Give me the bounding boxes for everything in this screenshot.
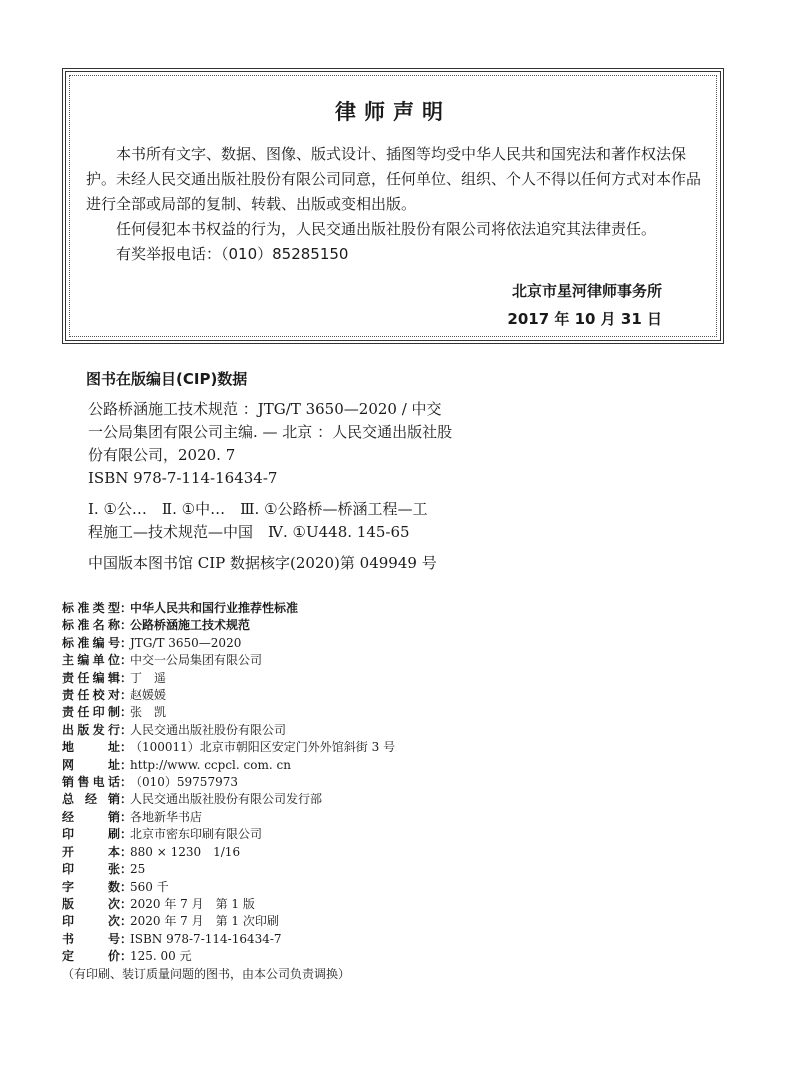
statement-paragraph: 有奖举报电话：（010）85285150 [116,245,349,263]
info-value: 人民交通出版社股份有限公司 [130,722,287,737]
info-label: 总 经 销 [62,792,120,807]
info-row: 印 刷 ： 北京市密东印刷有限公司 [62,826,662,843]
info-value: 各地新华书店 [130,809,203,824]
info-row: 版 次 ： 2020 年 7 月 第 1 版 [62,896,662,913]
info-row: 字 数 ： 560 千 [62,879,662,896]
info-row: 经 销 ： 各地新华书店 [62,809,662,826]
statement-paragraph: 任何侵犯本书权益的行为，人民交通出版社股份有限公司将依法追究其法律责任。 [116,220,657,238]
cip-heading: 图书在版编目(CIP)数据 [86,370,248,388]
statement-firm: 北京市星河律师事务所 [511,282,662,300]
info-value: http://www. ccpcl. com. cn [130,757,291,772]
info-label: 网 址 [62,757,120,772]
info-row: 责 任 编 辑 ： 丁 遥 [62,670,662,687]
info-label: 印 张 [62,862,120,877]
info-value: 2020 年 7 月 第 1 版 [130,896,255,911]
info-row: 印 张 ： 25 [62,861,662,878]
info-label: 印 刷 [62,827,120,842]
info-row: 定 价 ： 125. 00 元 [62,948,662,965]
info-row: 书 号 ： ISBN 978-7-114-16434-7 [62,931,662,948]
info-row: 标 准 名 称 ： 公路桥涵施工技术规范 [62,617,662,634]
statement-paragraph: 本书所有文字、数据、图像、版式设计、插图等均受中华人民共和国宪法和著作权法保护。未经人民交通出版社股份有限公司同意，任何单位、组织、个人不得以任何方式对本作品进行全部或局部的复制、转载、出版或变相出版。 [86,145,702,213]
info-label: 销 售 电 话 [62,775,120,790]
info-value: 公路桥涵施工技术规范 [130,618,251,633]
info-label: 开 本 [62,844,120,859]
info-label: 出 版 发 行 [62,722,120,737]
cip-line: 公路桥涵施工技术规范 ：JTG/T 3650—2020 / 中交 [88,400,442,418]
info-value: 中交一公局集团有限公司 [130,653,263,668]
info-value: 880 × 1230 1/16 [130,844,241,859]
info-label: 地 址 [62,740,120,755]
cip-line: ISBN 978-7-114-16434-7 [88,469,278,487]
info-value: ISBN 978-7-114-16434-7 [130,931,282,946]
info-value: JTG/T 3650—2020 [130,635,242,650]
info-value: 丁 遥 [130,670,167,685]
info-label: 印 次 [62,914,120,929]
info-value: （100011）北京市朝阳区安定门外外馆斜街 3 号 [130,740,396,755]
info-label: 标 准 编 号 [62,635,120,650]
info-row: 责 任 校 对 ： 赵媛媛 [62,687,662,704]
cip-class-line: Ⅰ. ①公… Ⅱ. ①中… Ⅲ. ①公路桥—桥涵工程—工 [88,500,428,518]
info-value: 2020 年 7 月 第 1 次印刷 [130,914,279,929]
info-row: 网 址 ： http://www. ccpcl. com. cn [62,757,662,774]
lawyer-statement-box [62,68,724,344]
info-value: 北京市密东印刷有限公司 [130,827,263,842]
info-label: 责 任 印 制 [62,705,120,720]
info-value: 25 [130,862,146,877]
cip-line: 份有限公司，2020. 7 [88,446,236,464]
info-label: 标 准 名 称 [62,618,120,633]
info-row: 总 经 销 ： 人民交通出版社股份有限公司发行部 [62,791,662,808]
info-value: 125. 00 元 [130,949,192,964]
info-label: 责 任 编 辑 [62,670,120,685]
info-label: 版 次 [62,896,120,911]
info-value: 人民交通出版社股份有限公司发行部 [130,792,323,807]
info-row: 标 准 编 号 ： JTG/T 3650—2020 [62,635,662,652]
info-row: 责 任 印 制 ： 张 凯 [62,704,662,721]
info-value: （010）59757973 [130,775,238,790]
info-row: 地 址 ： （100011）北京市朝阳区安定门外外馆斜街 3 号 [62,739,662,756]
cip-line: 一公局集团有限公司主编. — 北京 ：人民交通出版社股 [88,423,453,441]
info-row: 开 本 ： 880 × 1230 1/16 [62,844,662,861]
cip-class-line: 程施工—技术规范—中国 Ⅳ. ①U448. 145-65 [88,523,410,541]
info-row: 销 售 电 话 ： （010）59757973 [62,774,662,791]
info-label: 经 销 [62,809,120,824]
info-row: 标 准 类 型 ： 中华人民共和国行业推荐性标准 [62,600,662,617]
info-label: 主 编 单 位 [62,653,120,668]
quality-note: （有印刷、装订质量问题的图书，由本公司负责调换） [62,966,351,981]
info-value: 张 凯 [130,705,167,720]
info-label: 责 任 校 对 [62,688,120,703]
info-row: 印 次 ： 2020 年 7 月 第 1 次印刷 [62,913,662,930]
statement-title: 律师声明 [335,100,451,124]
statement-body [86,142,711,267]
info-label: 字 数 [62,879,120,894]
info-value: 赵媛媛 [130,688,167,703]
info-row: 主 编 单 位 ： 中交一公局集团有限公司 [62,652,662,669]
publication-info [62,600,662,983]
statement-date: 2017 年 10 月 31 日 [507,310,662,328]
info-label: 书 号 [62,931,120,946]
cip-number: 中国版本图书馆 CIP 数据核字(2020)第 049949 号 [88,554,437,572]
info-label: 标 准 类 型 [62,601,120,615]
info-row: 出 版 发 行 ： 人民交通出版社股份有限公司 [62,722,662,739]
info-value: 560 千 [130,879,169,894]
info-value: 中华人民共和国行业推荐性标准 [130,601,299,615]
info-label: 定 价 [62,949,120,964]
cip-block [88,398,488,575]
